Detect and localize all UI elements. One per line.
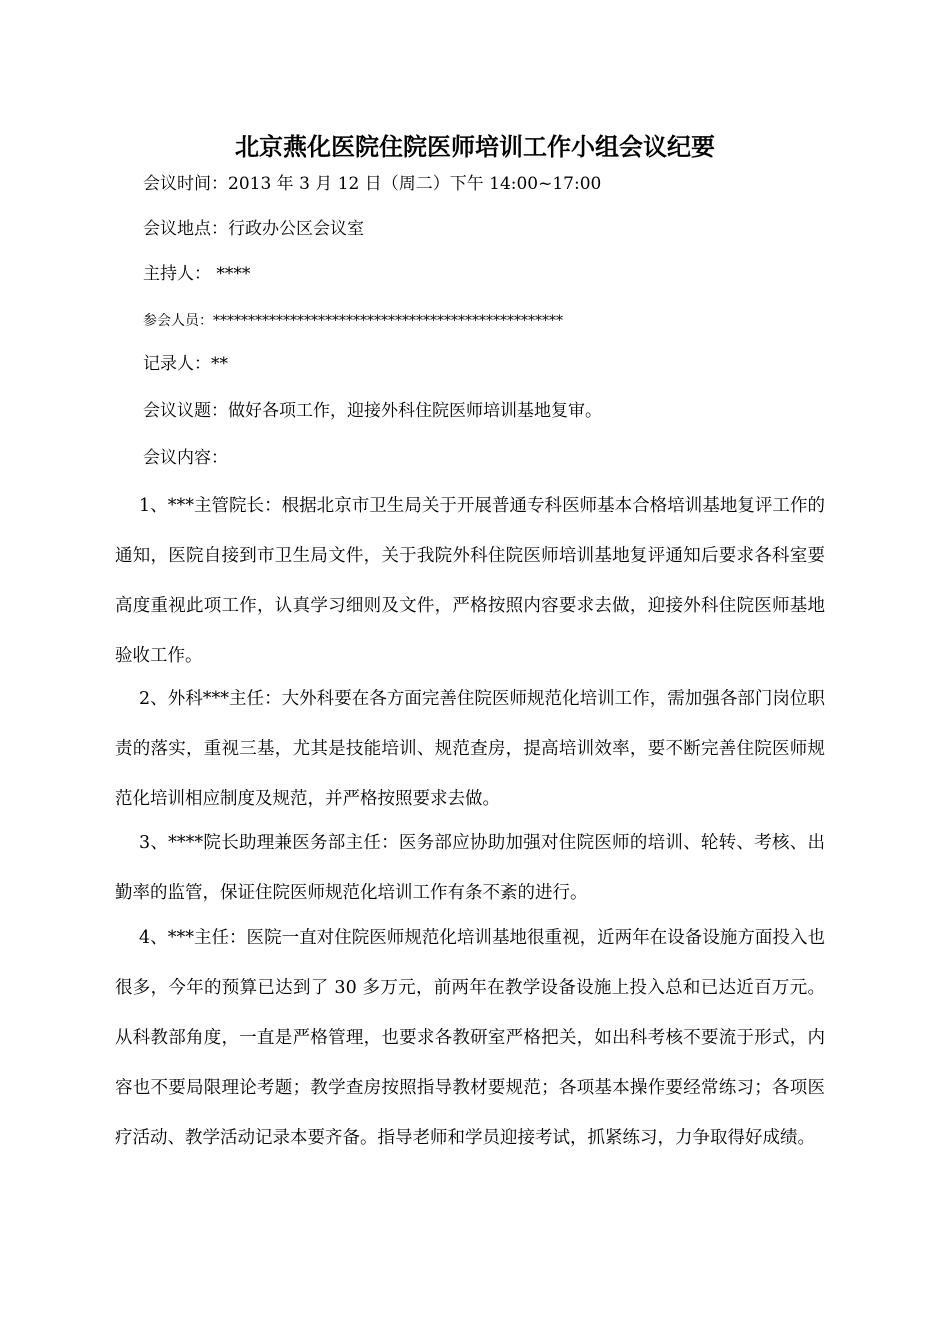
- meeting-recorder: 记录人：**: [143, 354, 228, 374]
- meeting-time: 会议时间：2013 年 3 月 12 日（周二）下午 14:00~17:00: [143, 174, 602, 194]
- paragraph-2: 2、外科***主任：大外科要在各方面完善住院医师规范化培训工作，需加强各部门岗位职责的落实，重视三基，尤其是技能培训、规范查房，提高培训效率，要不断完善住院医师规范化培训相应制度及规范，并严格按照要求去做。: [115, 689, 825, 809]
- meeting-place: 会议地点：行政办公区会议室: [143, 219, 364, 239]
- meeting-content-label: 会议内容：: [143, 448, 228, 468]
- meeting-attendees: 参会人员：**************************************************: [143, 313, 563, 329]
- paragraph-1: 1、***主管院长：根据北京市卫生局关于开展普通专科医师基本合格培训基地复评工作的通知，医院自接到市卫生局文件，关于我院外科住院医师培训基地复评通知后要求各科室要高度重视此项工作，认真学习细则及文件，严格按照内容要求去做，迎接外科住院医师基地验收工作。: [115, 496, 825, 666]
- paragraph-3: 3、****院长助理兼医务部主任：医务部应协助加强对住院医师的培训、轮转、考核、出勤率的监管，保证住院医师规范化培训工作有条不紊的进行。: [115, 833, 825, 903]
- document-title: 北京燕化医院住院医师培训工作小组会议纪要: [235, 132, 715, 161]
- meeting-topic: 会议议题：做好各项工作，迎接外科住院医师培训基地复审。: [143, 401, 602, 421]
- paragraph-4: 4、***主任：医院一直对住院医师规范化培训基地很重视，近两年在设备设施方面投入也很多，今年的预算已达到了 30 多万元，前两年在教学设备设施上投入总和已达近百万元。从科教部角度，一直是严格管理，也要求各教研室严格把关，如出科考核不要流于形式，内容也不要局限理论考题；教学查房按照指导教材要规范；各项基本操作要经常练习；各项医疗活动、教学活动记录本要齐备。指导老师和学员迎接考试，抓紧练习，力争取得好成绩。: [115, 928, 825, 1148]
- meeting-host: 主持人： ****: [143, 264, 251, 284]
